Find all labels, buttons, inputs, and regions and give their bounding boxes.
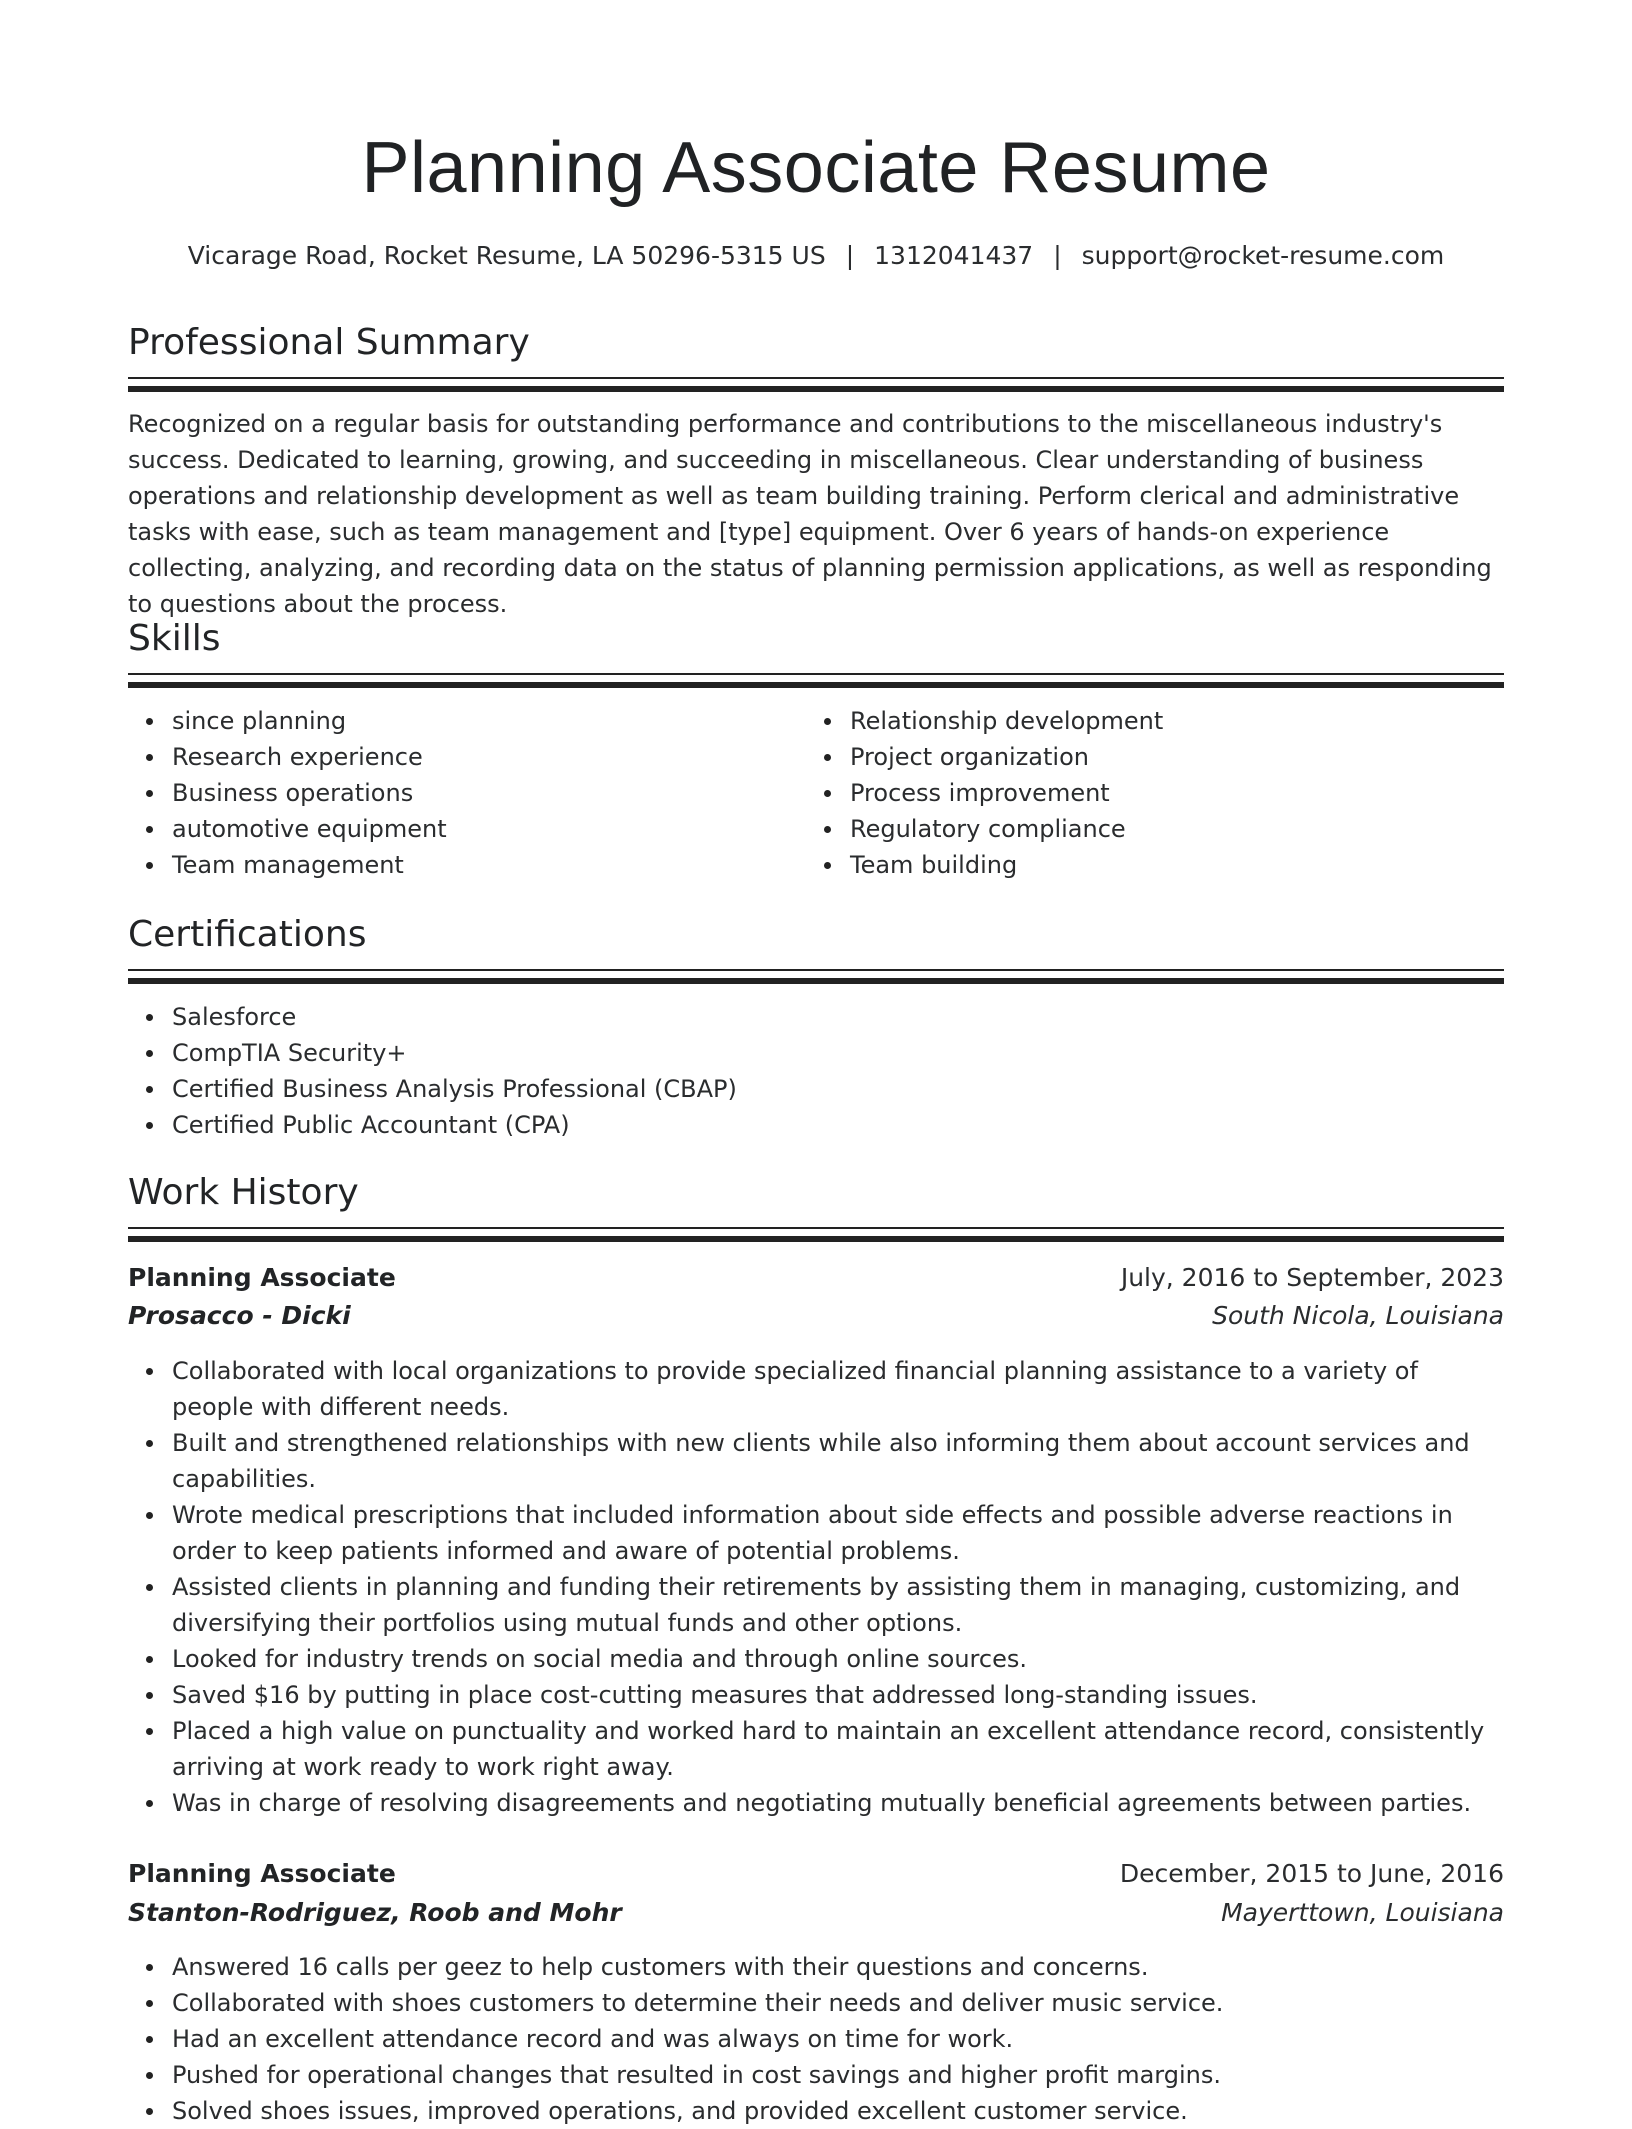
contact-email: support@rocket-resume.com — [1081, 241, 1445, 270]
certification-item: Salesforce — [172, 999, 1504, 1035]
skills-list-right — [806, 703, 1504, 883]
section-divider — [128, 969, 1504, 982]
job-duty: Looked for industry trends on social media and through online sources. — [172, 1641, 1504, 1677]
job-company: Prosacco - Dicki — [128, 1301, 351, 1330]
job-title: Planning Associate — [128, 1859, 396, 1888]
contact-separator: | — [845, 241, 855, 270]
job-duties-list — [128, 1353, 1504, 1821]
section-heading-skills: Skills — [128, 618, 221, 659]
job-duty: Was in charge of resolving disagreements and negotiating mutually beneficial agreements between parties. — [172, 1785, 1504, 1821]
job-duty: Assisted clients in planning and funding their retirements by assisting them in managing, customizing, and diversifying their portfolios using mutual funds and other options. — [172, 1569, 1504, 1641]
job-dates: December, 2015 to June, 2016 — [1119, 1859, 1504, 1888]
section-divider — [128, 673, 1504, 686]
job-dates: July, 2016 to September, 2023 — [1120, 1263, 1504, 1292]
skill-item: Project organization — [850, 739, 1504, 775]
section-divider — [128, 1227, 1504, 1240]
skill-item: Process improvement — [850, 775, 1504, 811]
certification-item: CompTIA Security+ — [172, 1035, 1504, 1071]
certification-item: Certified Business Analysis Professional (CBAP) — [172, 1071, 1504, 1107]
skill-item: Relationship development — [850, 703, 1504, 739]
job-duty: Answered 16 calls per geez to help customers with their questions and concerns. — [172, 1949, 1504, 1985]
section-heading-work: Work History — [128, 1172, 359, 1213]
job-location: Mayerttown, Louisiana — [1221, 1898, 1504, 1927]
job-duty: Solved shoes issues, improved operations, and provided excellent customer service. — [172, 2093, 1504, 2129]
job-company: Stanton-Rodriguez, Roob and Mohr — [128, 1898, 622, 1927]
job-duty: Collaborated with local organizations to provide specialized financial planning assistance to a variety of people with different needs. — [172, 1353, 1504, 1425]
contact-phone: 1312041437 — [874, 241, 1034, 270]
section-heading-summary: Professional Summary — [128, 322, 530, 363]
page-title: Planning Associate Resume — [361, 128, 1271, 208]
skill-item: Business operations — [172, 775, 804, 811]
job-location: South Nicola, Louisiana — [1212, 1301, 1504, 1330]
skill-item: Team management — [172, 847, 804, 883]
job-duty: Saved $16 by putting in place cost-cutting measures that addressed long-standing issues. — [172, 1677, 1504, 1713]
contact-line — [0, 238, 1632, 274]
skill-item: automotive equipment — [172, 811, 804, 847]
skill-item: since planning — [172, 703, 804, 739]
contact-separator: | — [1053, 241, 1062, 270]
job-duty: Collaborated with shoes customers to determine their needs and deliver music service. — [172, 1985, 1504, 2021]
job-duty: Pushed for operational changes that resulted in cost savings and higher profit margins. — [172, 2057, 1504, 2093]
job-title: Planning Associate — [128, 1263, 396, 1292]
job-duty: Built and strengthened relationships with new clients while also informing them about account services and capabilities. — [172, 1425, 1504, 1497]
skill-item: Regulatory compliance — [850, 811, 1504, 847]
section-divider — [128, 377, 1504, 390]
summary-text: Recognized on a regular basis for outstanding performance and contributions to the miscellaneous industry's success. Dedicated to learning, growing, and succeeding in miscellaneous. Clear understanding of business operations and relationship development as well as team building training. Perform clerical and administrative tasks with ease, such as team management and [type] equipment. Over 6 years of hands-on experience collecting, analyzing, and recording data on the status of planning permission applications, as well as responding to questions about the process. — [128, 410, 1492, 618]
skill-item: Research experience — [172, 739, 804, 775]
skill-item: Team building — [850, 847, 1504, 883]
job-duty: Had an excellent attendance record and was always on time for work. — [172, 2021, 1504, 2057]
skills-list-left — [128, 703, 804, 883]
certification-item: Certified Public Accountant (CPA) — [172, 1107, 1504, 1143]
job-duties-list — [128, 1949, 1504, 2129]
section-heading-certifications: Certifications — [128, 914, 367, 955]
job-duty: Wrote medical prescriptions that included information about side effects and possible adverse reactions in order to keep patients informed and aware of potential problems. — [172, 1497, 1504, 1569]
contact-address: Vicarage Road, Rocket Resume, LA 50296-5315 US — [187, 241, 826, 270]
certifications-list — [128, 999, 1504, 1143]
job-duty: Placed a high value on punctuality and worked hard to maintain an excellent attendance record, consistently arriving at work ready to work right away. — [172, 1713, 1504, 1785]
